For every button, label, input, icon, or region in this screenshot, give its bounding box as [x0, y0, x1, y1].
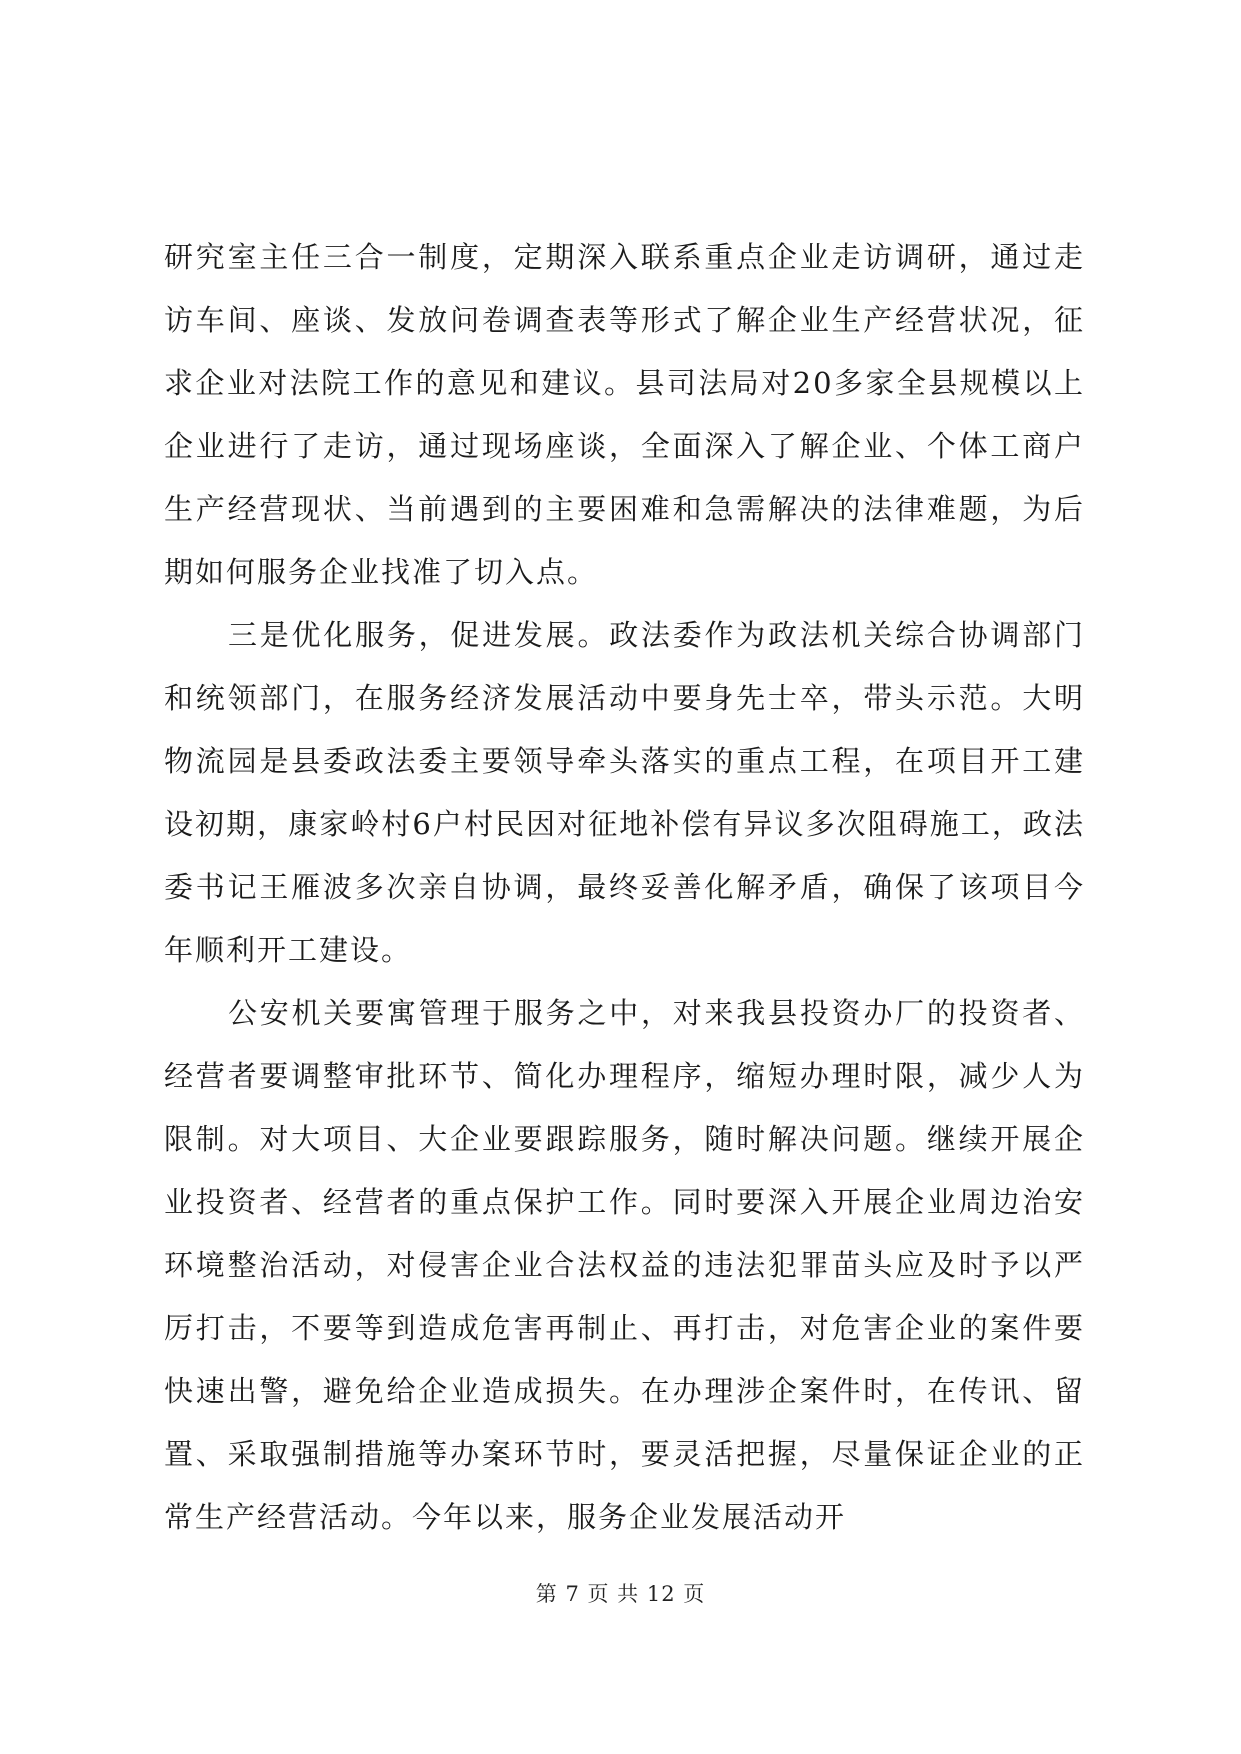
page-number-footer: 第 7 页 共 12 页 [535, 1582, 706, 1606]
paragraph-public-security: 公安机关要寓管理于服务之中，对来我县投资办厂的投资者、经营者要调整审批环节、简化办理程序，缩短办理时限，减少人为限制。对大项目、大企业要跟踪服务，随时解决问题。继续开展企业投资者、经营者的重点保护工作。同时要深入开展企业周边治安环境整治活动，对侵害企业合法权益的违法犯罪苗头应及时予以严厉打击，不要等到造成危害再制止、再打击，对危害企业的案件要快速出警，避免给企业造成损失。在办理涉企案件时，在传讯、留置、采取强制措施等办案环节时，要灵活把握，尽量保证企业的正常生产经营活动。今年以来，服务企业发展活动开 [164, 996, 1085, 1534]
paragraph-optimize-service: 三是优化服务，促进发展。政法委作为政法机关综合协调部门和统领部门，在服务经济发展活动中要身先士卒，带头示范。大明物流园是县委政法委主要领导牵头落实的重点工程，在项目开工建设初期，康家岭村6户村民因对征地补偿有异议多次阻碍施工，政法委书记王雁波多次亲自协调，最终妥善化解矛盾，确保了该项目今年顺利开工建设。 [164, 618, 1085, 967]
document-body [164, 226, 1085, 1549]
paragraph-continued: 研究室主任三合一制度，定期深入联系重点企业走访调研，通过走访车间、座谈、发放问卷调查表等形式了解企业生产经营状况，征求企业对法院工作的意见和建议。县司法局对20多家全县规模以上企业进行了走访，通过现场座谈，全面深入了解企业、个体工商户生产经营现状、当前遇到的主要困难和急需解决的法律难题，为后期如何服务企业找准了切入点。 [164, 240, 1085, 589]
